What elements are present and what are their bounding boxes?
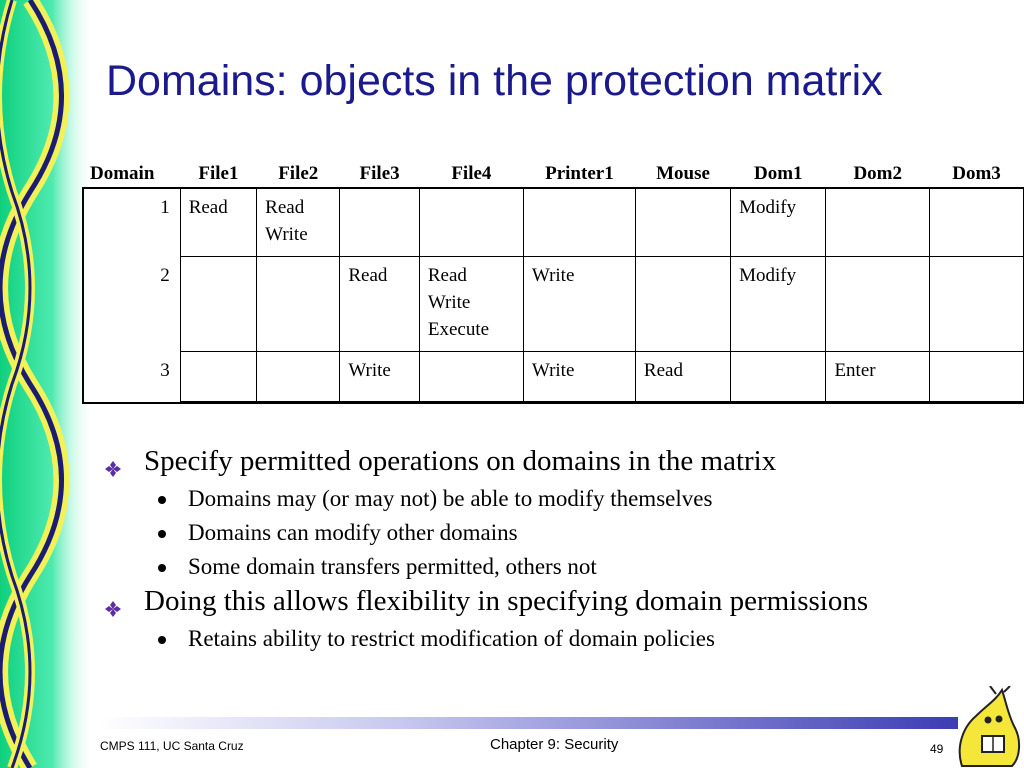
access-right: Read xyxy=(427,265,467,286)
matrix-cell xyxy=(340,257,419,352)
protection-matrix-table xyxy=(84,160,1024,402)
matrix-cell xyxy=(635,189,730,257)
access-right: Write xyxy=(531,360,575,381)
matrix-cell xyxy=(731,257,826,352)
footer-gradient-line xyxy=(98,717,958,729)
column-header-file3: File3 xyxy=(359,163,400,184)
matrix-cell xyxy=(257,352,340,402)
bullet-list xyxy=(104,444,1004,656)
bullet-item xyxy=(104,584,1004,618)
matrix-cell xyxy=(930,189,1024,257)
access-right: Write xyxy=(427,292,471,313)
four-diamond-bullet-icon xyxy=(104,592,122,610)
domain-row-label: 2 xyxy=(160,264,170,286)
banana-slug-mascot-icon xyxy=(952,686,1024,768)
access-right: Read xyxy=(348,265,388,286)
matrix-row xyxy=(84,352,1024,402)
matrix-cell xyxy=(930,257,1024,352)
column-header-domain: Domain xyxy=(90,163,155,185)
sub-bullet-item xyxy=(104,622,1004,656)
round-dot-bullet-icon xyxy=(158,530,166,538)
sub-bullet-text: Domains can modify other domains xyxy=(188,520,518,545)
sub-bullet-item xyxy=(104,550,1004,584)
matrix-cell xyxy=(731,352,826,402)
column-header-mouse: Mouse xyxy=(656,163,710,184)
sub-bullet-item xyxy=(104,482,1004,516)
round-dot-bullet-icon xyxy=(158,564,166,572)
column-header-dom1: Dom1 xyxy=(753,163,803,184)
access-right: Write xyxy=(531,265,575,286)
matrix-cell xyxy=(523,189,635,257)
access-right: Write xyxy=(265,224,308,245)
matrix-row xyxy=(84,257,1024,352)
bullet-text: Doing this allows flexibility in specifying domain permissions xyxy=(144,585,869,617)
matrix-cell xyxy=(930,352,1024,402)
round-dot-bullet-icon xyxy=(158,636,166,644)
domain-row-label: 1 xyxy=(160,196,170,218)
footer-chapter: Chapter 9: Security xyxy=(490,736,619,753)
access-right: Read xyxy=(265,197,305,218)
matrix-row xyxy=(84,189,1024,257)
matrix-cell xyxy=(180,257,256,352)
column-header-dom2: Dom2 xyxy=(853,163,903,184)
matrix-cell xyxy=(257,257,340,352)
matrix-cell xyxy=(340,352,419,402)
matrix-cell xyxy=(419,352,523,402)
four-diamond-bullet-icon xyxy=(104,452,122,470)
matrix-cell xyxy=(826,257,930,352)
access-right: Modify xyxy=(739,265,797,286)
bullet-item xyxy=(104,444,1004,478)
round-dot-bullet-icon xyxy=(158,496,166,504)
bullet-text: Specify permitted operations on domains in the matrix xyxy=(144,445,777,477)
access-right: Modify xyxy=(739,197,797,218)
column-header-dom3: Dom3 xyxy=(952,163,1001,184)
slide-title: Domains: objects in the protection matrix xyxy=(106,57,883,105)
access-right: Read xyxy=(643,360,683,381)
access-right: Read xyxy=(188,197,228,218)
footer-page-number: 49 xyxy=(930,742,944,756)
domain-row-label: 3 xyxy=(160,359,170,381)
matrix-cell xyxy=(635,352,730,402)
matrix-header-row xyxy=(84,160,1024,189)
column-header-file4: File4 xyxy=(451,163,492,184)
matrix-cell xyxy=(635,257,730,352)
matrix-cell xyxy=(826,189,930,257)
column-header-file1: File1 xyxy=(198,163,239,184)
matrix-cell xyxy=(419,257,523,352)
sub-bullet-text: Some domain transfers permitted, others not xyxy=(188,554,597,579)
matrix-cell xyxy=(180,189,256,257)
footer-course: CMPS 111, UC Santa Cruz xyxy=(100,739,244,753)
decorative-wave-border xyxy=(0,0,95,768)
matrix-cell xyxy=(523,352,635,402)
matrix-cell xyxy=(419,189,523,257)
matrix-cell xyxy=(257,189,340,257)
column-header-file2: File2 xyxy=(278,163,319,184)
matrix-body xyxy=(84,189,1024,402)
access-right: Enter xyxy=(834,360,876,381)
sub-bullet-item xyxy=(104,516,1004,550)
column-header-printer1: Printer1 xyxy=(545,163,614,184)
sub-bullet-text: Retains ability to restrict modification of domain policies xyxy=(188,626,715,651)
sub-bullet-text: Domains may (or may not) be able to modify themselves xyxy=(188,486,713,511)
matrix-cell xyxy=(523,257,635,352)
matrix-cell xyxy=(180,352,256,402)
access-right: Write xyxy=(348,360,391,381)
matrix-cell xyxy=(731,189,826,257)
access-right: Execute xyxy=(427,319,490,340)
matrix-cell xyxy=(340,189,419,257)
matrix-cell xyxy=(826,352,930,402)
